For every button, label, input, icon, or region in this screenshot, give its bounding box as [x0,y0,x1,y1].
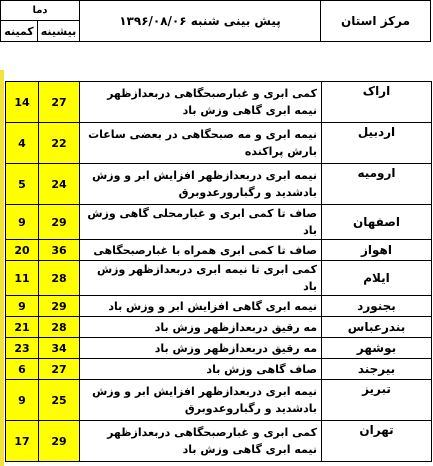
max-temp-cell: 29 [39,296,80,317]
min-temp-cell: 9 [6,380,39,421]
forecast-description: مه رقیق دربعدازظهر وزش باد [80,338,322,359]
min-temp-cell: 23 [6,338,39,359]
forecast-description: مه رقیق دربعدازظهر وزش باد [80,317,322,338]
table-row [6,261,432,296]
highlight-strip [0,70,4,466]
table-row [6,338,432,359]
max-temp-cell: 34 [39,338,80,359]
min-temp-cell: 11 [6,261,39,296]
max-temp-cell: 36 [39,240,80,261]
forecast-description: نیمه ابری دربعدازظهر افزایش ابر و وزش بادشدید و رگباروعدوبرق [80,380,322,421]
forecast-description: کمی ابری و غبارصبحگاهی دربعدازظهر نیمه ابری گاهی وزش باد [80,82,322,123]
table-row [6,421,432,462]
max-temp-cell: 27 [39,82,80,123]
forecast-description: کمی ابری و غبارصبحگاهی دربعدازظهر نیمه ابری گاهی وزش باد [80,421,322,462]
max-temp-cell: 29 [39,421,80,462]
header-min-temp: کمینه [0,20,38,42]
province-name: بجنورد [322,296,432,317]
max-temp-cell: 28 [39,317,80,338]
max-temp-cell: 22 [39,123,80,164]
forecast-table [5,81,432,462]
table-header [0,0,431,42]
table-row [6,240,432,261]
min-temp-cell: 4 [6,123,39,164]
province-name: تهران [322,421,432,462]
province-name: اراک [322,82,432,123]
province-name: ارومیه [322,164,432,205]
header-max-temp: بیشینه [37,20,80,42]
min-temp-cell: 5 [6,164,39,205]
max-temp-cell: 27 [39,359,80,380]
table-row [6,359,432,380]
min-temp-cell: 14 [6,82,39,123]
table-row [6,317,432,338]
province-name: ایلام [322,261,432,296]
province-name: اردبیل [322,123,432,164]
province-name: تبریز [322,380,432,421]
min-temp-cell: 20 [6,240,39,261]
min-temp-cell: 17 [6,421,39,462]
min-temp-cell: 21 [6,317,39,338]
min-temp-cell: 9 [6,296,39,317]
min-temp-cell: 9 [6,205,39,240]
table-row [6,380,432,421]
forecast-description: کمی ابری تا نیمه ابری دربعدازظهر وزش باد [80,261,322,296]
province-name: اصفهان [322,205,432,240]
forecast-description: نیمه ابری گاهی افزایش ابر و وزش باد [80,296,322,317]
max-temp-cell: 25 [39,380,80,421]
table-row [6,82,432,123]
forecast-description: نیمه ابری دربعدازظهر افزایش ابر و وزش بادشدید و رگبارورعدوبرق [80,164,322,205]
province-name: بیرجند [322,359,432,380]
forecast-description: نیمه ابری و مه صبحگاهی در بعضی ساعات بارش پراکنده [80,123,322,164]
province-name: بوشهر [322,338,432,359]
forecast-description: صاف تا کمی ابری همراه با غبارصبحگاهی [80,240,322,261]
header-forecast-date: پیش بینی شنبه ۱۳۹۶/۰۸/۰۶ [79,0,321,42]
province-name: اهواز [322,240,432,261]
province-name: بندرعباس [322,317,432,338]
max-temp-cell: 28 [39,261,80,296]
header-province-center: مرکز استان [320,0,431,42]
table-row [6,296,432,317]
table-row [6,164,432,205]
header-temperature: دما [0,0,80,21]
min-temp-cell: 6 [6,359,39,380]
forecast-description: صاف تا کمی ابری و غبارمحلی گاهی وزش باد [80,205,322,240]
table-row [6,205,432,240]
max-temp-cell: 29 [39,205,80,240]
table-row [6,123,432,164]
max-temp-cell: 24 [39,164,80,205]
forecast-description: صاف گاهی وزش باد [80,359,322,380]
